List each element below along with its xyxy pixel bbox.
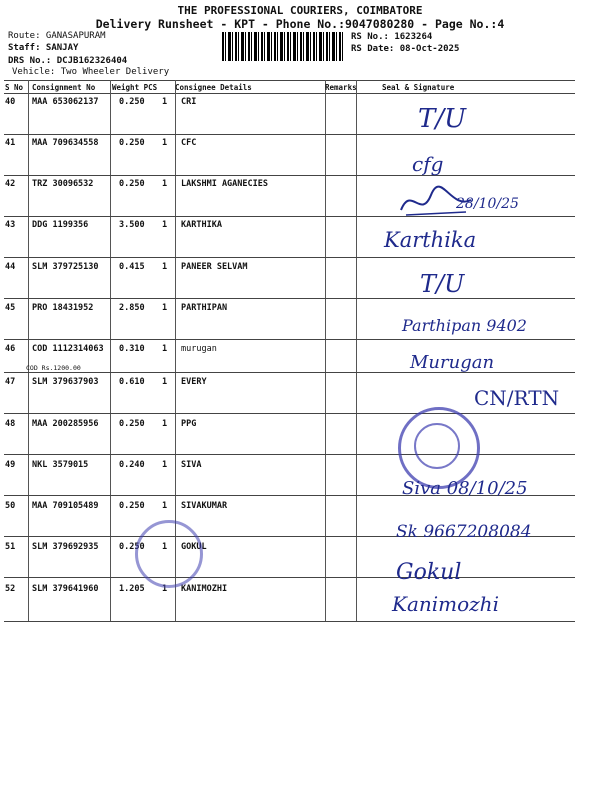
row-weight: 0.250 — [119, 179, 145, 189]
col-divider — [356, 80, 357, 621]
row-pcs: 1 — [162, 179, 168, 189]
row-divider — [4, 216, 575, 217]
row-weight: 0.415 — [119, 262, 145, 272]
col-header-consignee: Consignee Details — [175, 83, 252, 92]
signature-handwriting: Sk 9667208084 — [396, 522, 532, 542]
row-weight: 0.250 — [119, 97, 145, 107]
row-pcs: 1 — [162, 542, 168, 552]
row-weight: 0.310 — [119, 344, 145, 354]
row-pcs: 1 — [162, 262, 168, 272]
row-divider — [4, 175, 575, 176]
col-header-consignment: Consignment No — [32, 83, 96, 92]
row-consignment: MAA 200285956 — [32, 419, 99, 429]
signature-handwriting: Kanimozhi — [392, 592, 499, 616]
row-consignment: DDG 1199356 — [32, 220, 89, 230]
row-sno: 52 — [5, 584, 16, 594]
row-pcs: 1 — [162, 220, 168, 230]
row-sno: 43 — [5, 220, 16, 230]
signature-handwriting: CN/RTN — [474, 386, 560, 410]
row-divider — [4, 454, 575, 455]
row-sno: 51 — [5, 542, 16, 552]
row-sno: 41 — [5, 138, 16, 148]
row-consignee: LAKSHMI AGANECIES — [181, 179, 268, 189]
row-sno: 42 — [5, 179, 16, 189]
signature-handwriting: T/U — [418, 104, 467, 134]
seal-stamp — [135, 520, 203, 588]
row-divider — [4, 339, 575, 340]
table-bottom-line — [4, 621, 575, 622]
signature-handwriting: Parthipan 9402 — [402, 316, 527, 335]
col-header-remarks: Remarks — [325, 83, 357, 92]
row-consignee: CRI — [181, 97, 197, 107]
row-sno: 49 — [5, 460, 16, 470]
row-consignment: SLM 379641960 — [32, 584, 99, 594]
row-consignment: TRZ 30096532 — [32, 179, 94, 189]
col-divider — [28, 80, 29, 621]
cod-amount: COD Rs.1200.00 — [26, 364, 81, 372]
row-weight: 0.610 — [119, 377, 145, 387]
row-sno: 45 — [5, 303, 16, 313]
row-pcs: 1 — [162, 460, 168, 470]
rs-date: RS Date: 08-Oct-2025 — [351, 44, 460, 54]
seal-stamp-inner — [414, 423, 460, 469]
row-pcs: 1 — [162, 584, 168, 594]
row-consignment: SLM 379692935 — [32, 542, 99, 552]
row-weight: 0.250 — [119, 501, 145, 511]
row-consignment: NKL 3579015 — [32, 460, 89, 470]
row-weight: 0.250 — [119, 419, 145, 429]
signature-scribble-icon — [396, 180, 476, 220]
row-consignment: MAA 653062137 — [32, 97, 99, 107]
row-consignment: MAA 709105489 — [32, 501, 99, 511]
row-weight: 0.250 — [119, 138, 145, 148]
signature-handwriting: Siva 08/10/25 — [402, 478, 528, 499]
row-consignee: KANIMOZHI — [181, 584, 228, 594]
row-consignee: SIVA — [181, 460, 202, 470]
row-pcs: 1 — [162, 344, 168, 354]
row-sno: 44 — [5, 262, 16, 272]
signature-handwriting: 28/10/25 — [456, 196, 519, 212]
row-divider — [4, 413, 575, 414]
row-sno: 50 — [5, 501, 16, 511]
col-divider — [325, 80, 326, 621]
row-consignee: PARTHIPAN — [181, 303, 228, 313]
row-pcs: 1 — [162, 501, 168, 511]
row-weight: 1.205 — [119, 584, 145, 594]
row-weight: 0.250 — [119, 542, 145, 552]
row-consignee: SIVAKUMAR — [181, 501, 228, 511]
row-consignment: PRO 18431952 — [32, 303, 94, 313]
row-consignee: KARTHIKA — [181, 220, 222, 230]
runsheet-subtitle: Delivery Runsheet - KPT - Phone No.:9047080280 - Page No.:4 — [95, 17, 505, 31]
col-header-weight-pcs: Weight PCS — [112, 83, 158, 92]
row-sno: 46 — [5, 344, 16, 354]
row-pcs: 1 — [162, 377, 168, 387]
staff-label: Staff: SANJAY — [8, 43, 79, 53]
row-consignment: SLM 379725130 — [32, 262, 99, 272]
row-pcs: 1 — [162, 97, 168, 107]
row-consignee: murugan — [181, 344, 217, 354]
row-weight: 0.240 — [119, 460, 145, 470]
route-label: Route: GANASAPURAM — [8, 31, 106, 41]
row-sno: 48 — [5, 419, 16, 429]
row-divider — [4, 257, 575, 258]
row-weight: 3.500 — [119, 220, 145, 230]
row-divider — [4, 298, 575, 299]
row-pcs: 1 — [162, 419, 168, 429]
vehicle-label: Vehicle: Two Wheeler Delivery — [12, 67, 170, 77]
row-divider — [4, 577, 575, 578]
signature-handwriting: Karthika — [384, 228, 477, 252]
row-consignee: EVERY — [181, 377, 207, 387]
table-top-line — [4, 80, 575, 81]
signature-handwriting: Murugan — [410, 352, 495, 373]
company-title: THE PROFESSIONAL COURIERS, COIMBATORE — [177, 4, 423, 17]
row-consignee: CFC — [181, 138, 197, 148]
signature-handwriting: cfg — [412, 152, 444, 176]
row-consignment: COD 1112314063 — [32, 344, 104, 354]
row-pcs: 1 — [162, 303, 168, 313]
row-consignment: SLM 379637903 — [32, 377, 99, 387]
row-sno: 47 — [5, 377, 16, 387]
row-consignee: GOKUL — [181, 542, 207, 552]
signature-handwriting: T/U — [420, 270, 465, 298]
barcode-image — [222, 32, 345, 61]
row-consignee: PPG — [181, 419, 197, 429]
col-divider — [110, 80, 111, 621]
col-header-seal: Seal & Signature — [382, 83, 455, 92]
drs-label: DRS No.: DCJB162326404 — [8, 56, 128, 66]
row-pcs: 1 — [162, 138, 168, 148]
row-weight: 2.850 — [119, 303, 145, 313]
row-sno: 40 — [5, 97, 16, 107]
signature-handwriting: Gokul — [396, 560, 462, 585]
header-bottom-line — [4, 93, 575, 94]
row-consignment: MAA 709634558 — [32, 138, 99, 148]
row-divider — [4, 134, 575, 135]
row-consignee: PANEER SELVAM — [181, 262, 248, 272]
rs-number: RS No.: 1623264 — [351, 32, 433, 42]
col-header-sno: S No — [5, 83, 24, 92]
